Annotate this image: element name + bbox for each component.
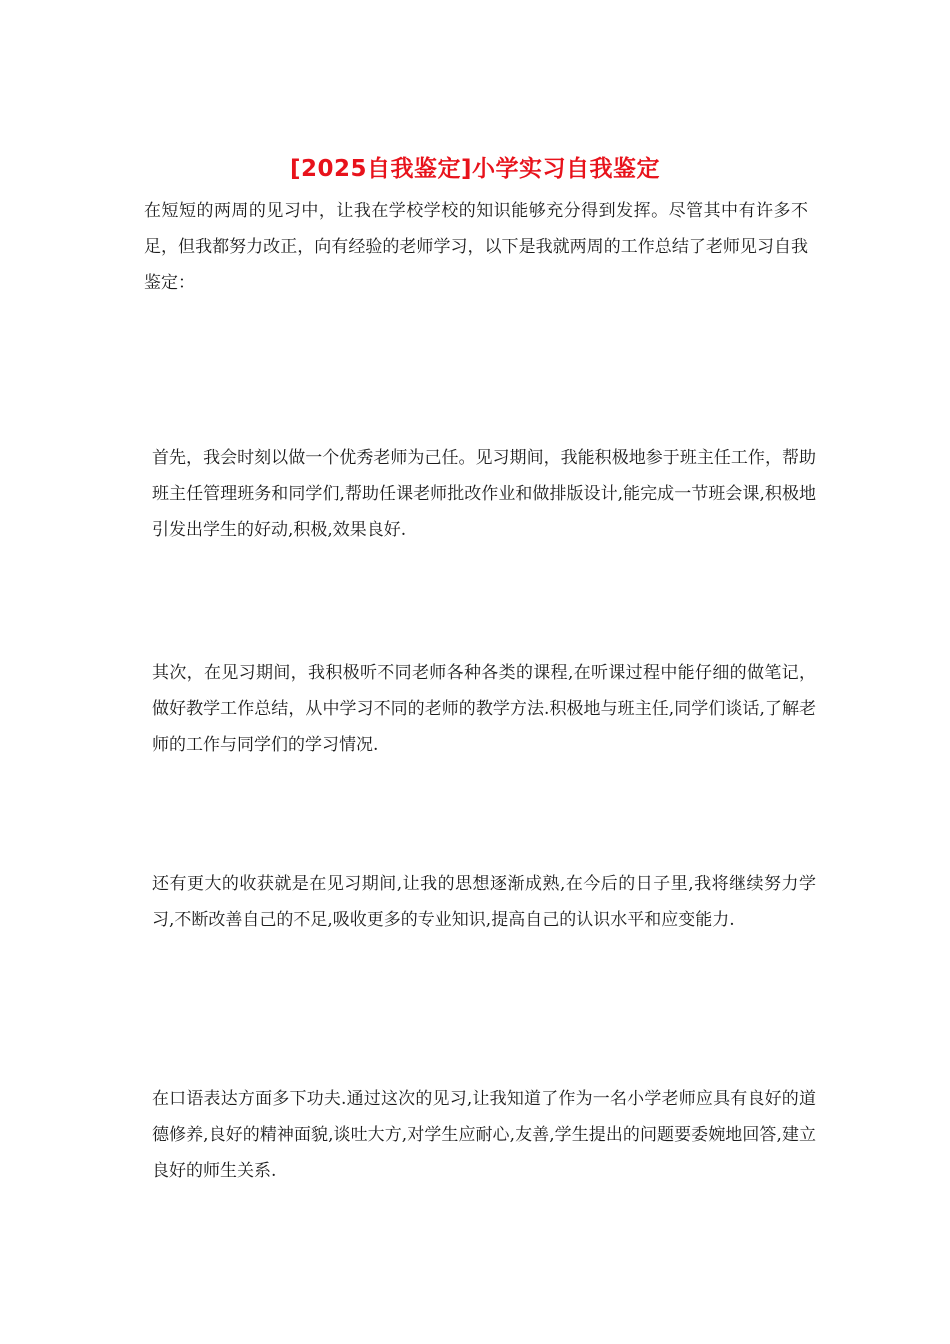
paragraph-second: 其次，在见习期间，我积极听不同老师各种各类的课程,在听课过程中能仔细的做笔记，做好教学工作总结，从中学习不同的老师的教学方法.积极地与班主任,同学们谈话,了解老师的工作与同学们的学习情况.: [152, 663, 816, 755]
paragraph-third: 还有更大的收获就是在见习期间,让我的思想逐渐成熟,在今后的日子里,我将继续努力学习,不断改善自己的不足,吸收更多的专业知识,提高自己的认识水平和应变能力.: [152, 874, 816, 930]
intro-paragraph: 在短短的两周的见习中，让我在学校学校的知识能够充分得到发挥。尽管其中有许多不足，但我都努力改正，向有经验的老师学习，以下是我就两周的工作总结了老师见习自我鉴定：: [144, 201, 808, 293]
document-title: [2025自我鉴定]小学实习自我鉴定: [289, 156, 661, 182]
paragraph-fourth: 在口语表达方面多下功夫.通过这次的见习,让我知道了作为一名小学老师应具有良好的道德修养,良好的精神面貌,谈吐大方,对学生应耐心,友善,学生提出的问题要委婉地回答,建立良好的师生关系.: [152, 1089, 816, 1181]
paragraph-first: 首先，我会时刻以做一个优秀老师为己任。见习期间，我能积极地参于班主任工作，帮助班主任管理班务和同学们,帮助任课老师批改作业和做排版设计,能完成一节班会课,积极地引发出学生的好动,积极,效果良好.: [152, 448, 816, 540]
